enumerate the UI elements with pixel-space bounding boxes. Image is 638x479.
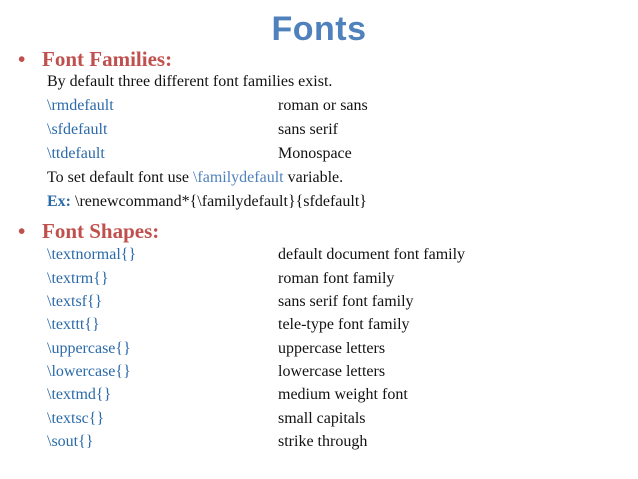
set-default-prefix: To set default font use bbox=[47, 169, 193, 186]
shape-row bbox=[47, 293, 607, 315]
shape-description: roman font family bbox=[278, 270, 395, 287]
example-code: \renewcommand*{\familydefault}{sfdefault} bbox=[71, 193, 367, 210]
shape-command: \texttt{} bbox=[47, 316, 100, 333]
shape-command: \lowercase{} bbox=[47, 363, 131, 380]
shape-row bbox=[47, 246, 607, 268]
familydefault-variable: \familydefault bbox=[192, 169, 284, 186]
font-families-heading bbox=[18, 47, 172, 72]
shape-command: \textsc{} bbox=[47, 410, 105, 427]
shape-description: medium weight font bbox=[278, 386, 408, 403]
family-command: \rmdefault bbox=[47, 97, 114, 114]
shape-description: sans serif font family bbox=[278, 293, 414, 310]
font-shapes-heading-text: Font Shapes: bbox=[42, 219, 160, 243]
family-command: \sfdefault bbox=[47, 121, 108, 138]
font-families-heading-text: Font Families: bbox=[42, 47, 173, 71]
shape-row bbox=[47, 316, 607, 338]
family-description: roman or sans bbox=[278, 97, 368, 114]
shape-description: uppercase letters bbox=[278, 340, 386, 357]
shape-command: \uppercase{} bbox=[47, 340, 131, 357]
shape-command: \textrm{} bbox=[47, 270, 109, 287]
set-default-suffix: variable. bbox=[283, 169, 344, 186]
family-command: \ttdefault bbox=[47, 145, 105, 162]
shape-description: lowercase letters bbox=[278, 363, 386, 380]
shape-row bbox=[47, 363, 607, 385]
family-description: sans serif bbox=[278, 121, 338, 138]
shape-description: strike through bbox=[278, 433, 368, 450]
bullet-icon: • bbox=[18, 219, 26, 243]
shape-row bbox=[47, 386, 607, 408]
bullet-icon: • bbox=[18, 47, 26, 71]
family-description: Monospace bbox=[278, 145, 352, 162]
shape-row bbox=[47, 270, 607, 292]
example-label: Ex: bbox=[47, 193, 71, 210]
shape-command: \textsf{} bbox=[47, 293, 103, 310]
shape-description: tele-type font family bbox=[278, 316, 410, 333]
slide-title: Fonts bbox=[271, 10, 367, 48]
set-default-line bbox=[47, 169, 343, 187]
family-row bbox=[47, 145, 607, 167]
font-shapes-heading bbox=[18, 219, 159, 244]
shape-command: \textnormal{} bbox=[47, 246, 137, 263]
shape-row bbox=[47, 340, 607, 362]
shape-description: small capitals bbox=[278, 410, 366, 427]
family-row bbox=[47, 97, 607, 119]
shape-command: \sout{} bbox=[47, 433, 94, 450]
shape-row bbox=[47, 410, 607, 432]
shape-row bbox=[47, 433, 607, 455]
font-families-intro: By default three different font families exist. bbox=[47, 73, 333, 90]
shape-description: default document font family bbox=[278, 246, 466, 263]
shape-command: \textmd{} bbox=[47, 386, 112, 403]
example-line bbox=[47, 193, 367, 211]
family-row bbox=[47, 121, 607, 143]
